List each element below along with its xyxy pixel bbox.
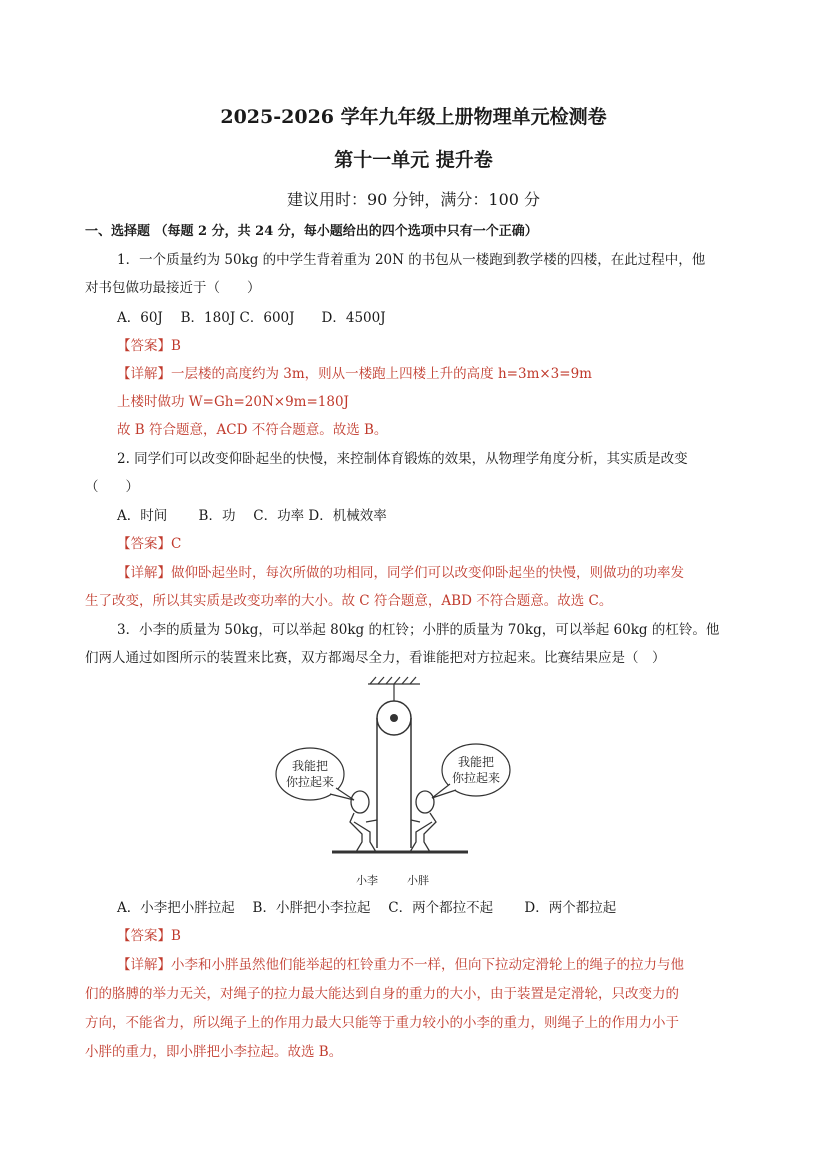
q3-stem-line1: 3．小李的质量为 50kg，可以举起 80kg 的杠铃；小胖的质量为 70kg，可以举起 60kg 的杠铃。他 (117, 622, 720, 638)
q2-answer: 【答案】C (117, 536, 182, 552)
q2-options: A．时间 B．功 C．功率 D．机械效率 (117, 508, 387, 524)
left-speech-bubble (276, 748, 354, 800)
pulley-figure (270, 672, 530, 890)
right-speech-bubble (432, 744, 510, 798)
left-person-figure (350, 791, 377, 852)
q3-detail-line3: 方向，不能省力，所以绳子上的作用力最大只能等于重力较小的小李的重力，则绳子上的作用力小于 (85, 1015, 679, 1031)
q3-stem-line2: 们两人通过如图所示的装置来比赛，双方都竭尽全力，看谁能把对方拉起来。比赛结果应是（ ） (85, 650, 666, 666)
q1-detail-line3: 故 B 符合题意，ACD 不符合题意。故选 B。 (117, 422, 388, 438)
q2-stem-line2: （ ） (85, 479, 139, 495)
q3-detail-line1: 【详解】小李和小胖虽然他们能举起的杠铃重力不一样，但向下拉动定滑轮上的绳子的拉力与他 (117, 957, 684, 973)
right-person-label: 小胖 (407, 874, 429, 887)
q1-options: A．60J B．180J C．600J D．4500J (117, 310, 386, 326)
right-person-figure (410, 791, 436, 852)
q3-detail-line2: 们的胳膊的举力无关，对绳子的拉力最大能达到自身的重力的大小，由于装置是定滑轮，只改变力的 (85, 986, 679, 1002)
q1-detail-line2: 上楼时做功 W=Gh=20N×9m=180J (117, 394, 349, 410)
q2-detail-line1: 【详解】做仰卧起坐时，每次所做的功相同，同学们可以改变仰卧起坐的快慢，则做功的功率发 (117, 565, 684, 581)
left-person-label: 小李 (356, 874, 378, 887)
q3-options: A．小李把小胖拉起 B．小胖把小李拉起 C．两个都拉不起 D．两个都拉起 (117, 900, 617, 916)
exam-title: 2025-2026 学年九年级上册物理单元检测卷 (220, 106, 607, 128)
section-heading: 一、选择题 （每题 2 分，共 24 分，每小题给出的四个选项中只有一个正确） (85, 224, 538, 239)
q1-stem-line2: 对书包做功最接近于（ ） (85, 280, 261, 296)
unit-subtitle: 第十一单元 提升卷 (334, 149, 493, 171)
right-bubble-line2: 你拉起来 (451, 771, 501, 785)
ceiling-support (368, 677, 420, 702)
q2-detail-line2: 生了改变，所以其实质是改变功率的大小。故 C 符合题意，ABD 不符合题意。故选 C。 (85, 593, 613, 609)
q3-answer: 【答案】B (117, 928, 181, 944)
time-info: 建议用时：90 分钟，满分：100 分 (286, 190, 541, 209)
rope (377, 718, 411, 848)
left-bubble-line1: 我能把 (291, 759, 329, 773)
fixed-pulley (377, 701, 411, 735)
q1-answer: 【答案】B (117, 338, 181, 354)
q1-detail-line1: 【详解】一层楼的高度约为 3m，则从一楼跑上四楼上升的高度 h=3m×3=9m (117, 366, 592, 382)
q1-stem-line1: 1．一个质量约为 50kg 的中学生背着重为 20N 的书包从一楼跑到教学楼的四楼，在此过程中，他 (117, 252, 706, 268)
q3-detail-line4: 小胖的重力，即小胖把小李拉起。故选 B。 (85, 1044, 343, 1060)
right-bubble-line1: 我能把 (457, 755, 495, 769)
left-bubble-line2: 你拉起来 (285, 775, 335, 789)
q2-stem-line1: 2. 同学们可以改变仰卧起坐的快慢，来控制体育锻炼的效果，从物理学角度分析，其实质是改变 (117, 451, 688, 467)
